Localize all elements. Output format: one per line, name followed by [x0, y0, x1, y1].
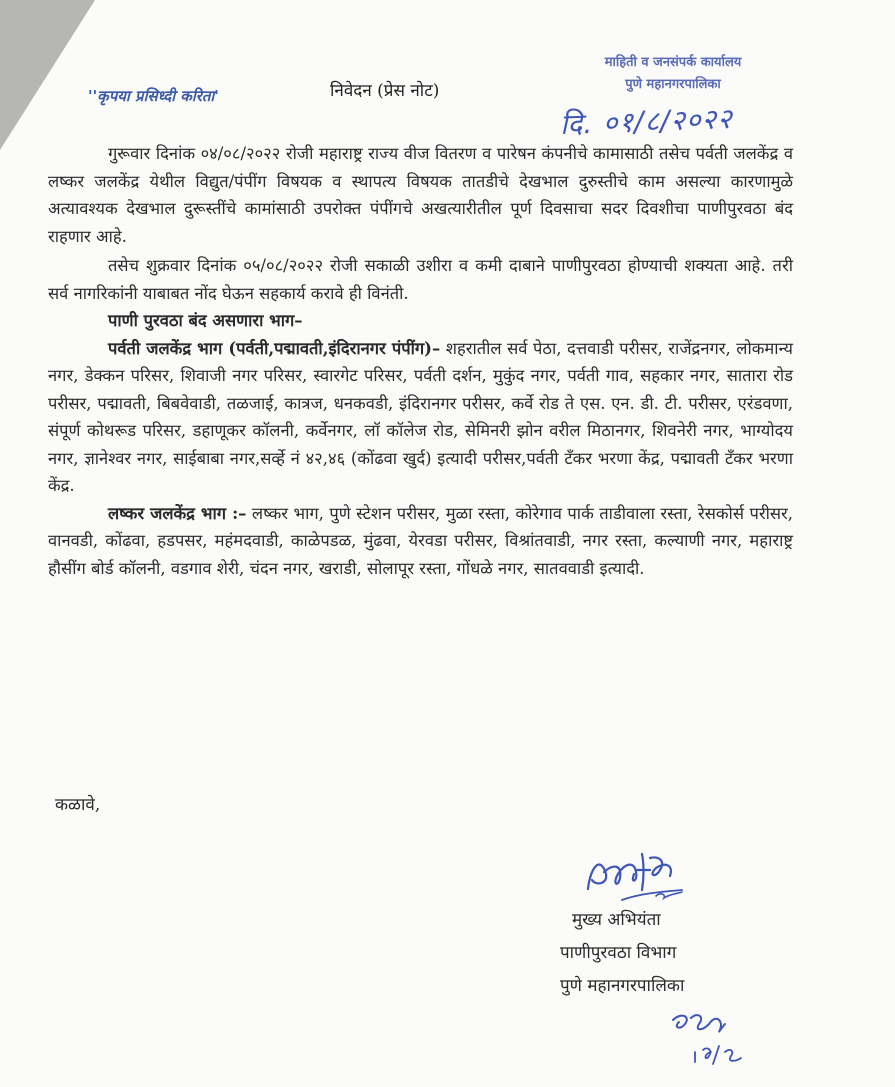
signatory-designation: मुख्य अभियंता [572, 910, 661, 930]
handwritten-initials [655, 1002, 765, 1072]
publication-request-stamp: ''कृपया प्रसिध्दी करिता' [88, 87, 219, 105]
lashkar-areas-list: लष्कर भाग, पुणे स्टेशन परीसर, मुळा रस्ता, कोरेगाव पार्क ताडीवाला रस्ता, रेसकोर्स परीसर, वानवडी, कोंढवा, हडपसर, महंमदवाडी, काळेपडळ, मुंढवा, येरवडा परीसर, विश्रांतवाडी, नगर रस्ता, कल्याणी नगर, महाराष्ट्र हौसींग बोर्ड कॉलनी, वडगाव शेरी, चंदन नगर, खराडी, सोलापूर रस्ता, गोंधळे नगर, सातववाडी इत्यादी. [48, 503, 793, 578]
scan-corner-shadow [0, 0, 95, 150]
signatory-organisation: पुणे महानगरपालिका [560, 976, 685, 996]
office-stamp-line1: माहिती व जनसंपर्क कार्यालय [604, 55, 742, 70]
press-note-body [48, 140, 793, 582]
office-stamp-line2: पुणे महानगरपालिका [625, 77, 721, 92]
handwritten-date: दि. ०१/८/२०२२ [559, 101, 734, 142]
lashkar-label: लष्कर जलकेंद्र भाग :– [108, 503, 247, 523]
parvati-areas-paragraph [48, 335, 793, 500]
signatory-block [560, 904, 790, 1003]
affected-areas-heading: पाणी पुरवठा बंद असणारा भाग– [108, 311, 303, 330]
page-title: निवेदन (प्रेस नोट) [330, 81, 440, 101]
signatory-department: पाणीपुरवठा विभाग [560, 943, 677, 963]
signature-image [578, 834, 708, 914]
closing-salutation: कळावे, [55, 795, 101, 815]
parvati-label: पर्वती जलकेंद्र भाग (पर्वती,पद्मावती,इंदिरानगर पंपींग)– [108, 338, 441, 358]
paragraph-closure-notice: गुरूवार दिनांक ०४/०८/२०२२ रोजी महाराष्ट्र राज्य वीज वितरण व पारेषन कंपनीचे कामासाठी तसेच पर्वती जलकेंद्र व लष्कर जलकेंद्र येथील विद्युत/पंपींग विषयक व स्थापत्य विषयक तातडीचे देखभाल दुरुस्तीचे काम असल्या कारणामुळे अत्यावश्यक देखभाल दुरूस्तींचे कामांसाठी उपरोक्त पंपींगचे अखत्यारीतील पूर्ण दिवसाचा सदर दिवशीचा पाणीपुरवठा बंद राहणार आहे. [48, 144, 793, 246]
lashkar-areas-paragraph [48, 500, 793, 583]
office-stamp [548, 52, 798, 96]
parvati-areas-list: शहरातील सर्व पेठा, दत्तवाडी परीसर, राजेंद्रनगर, लोकमान्य नगर, डेक्कन परिसर, शिवाजी नगर परिसर, स्वारगेट परिसर, पर्वती दर्शन, मुकुंद नगर, पर्वती गाव, सहकार नगर, सातारा रोड परीसर, पद्मावती, बिबवेवाडी, तळजाई, कात्रज, धनकवडी, इंदिरानगर परीसर, कर्वे रोड ते एस. एन. डी. टी. परीसर, एरंडवणा, संपूर्ण कोथरूड परिसर, डहाणूकर कॉलनी, कर्वेनगर, लॉ कॉलेज रोड, सेमिनरी झोन वरील मिठानगर, शिवनेरी नगर, भाग्योदय नगर, ज्ञानेश्वर नगर, साईबाबा नगर,सर्व्हे नं ४२,४६ (कोंढवा खुर्द) इत्यादी परीसर,पर्वती टँकर भरणा केंद्र, पद्मावती टँकर भरणा केंद्र. [48, 338, 794, 495]
paragraph-low-pressure-notice: तसेच शुक्रवार दिनांक ०५/०८/२०२२ रोजी सकाळी उशीरा व कमी दाबाने पाणीपुरवठा होण्याची शक्यता आहे. तरी सर्व नागरिकांनी याबाबत नोंद घेऊन सहकार्य करावे ही विनंती. [48, 256, 793, 303]
